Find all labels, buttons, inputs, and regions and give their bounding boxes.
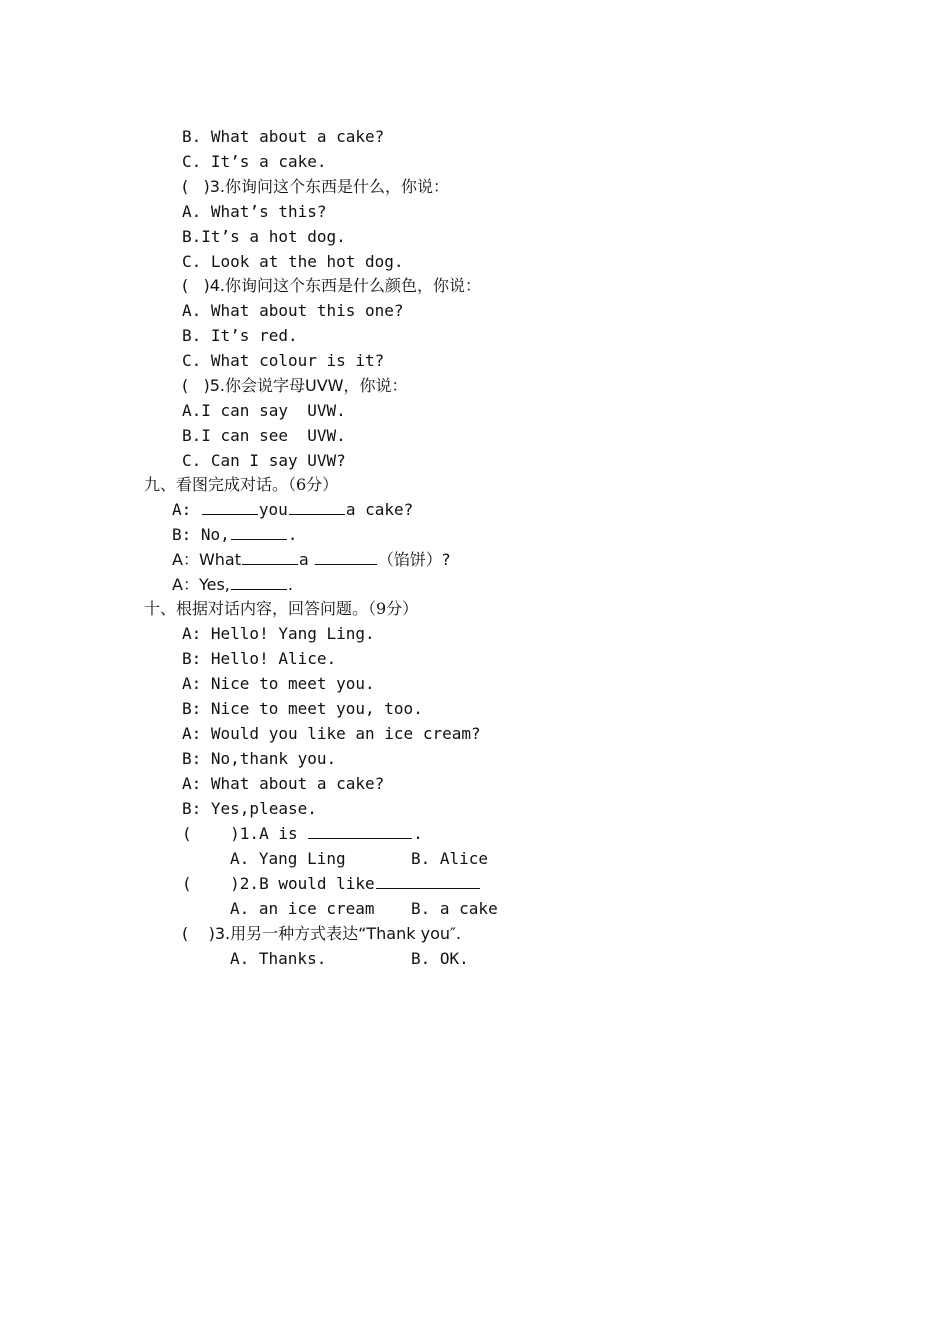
fill-blank[interactable] [289,498,345,515]
s10-q3-option-b: B. OK. [411,949,469,968]
q3-option-b: B.It’s a hot dog. [182,227,346,246]
dialogue-line: B: No,thank you. [182,749,337,768]
s9-line-4-suffix: . [287,575,293,594]
dialogue-line: B: Yes,please. [182,799,317,818]
fill-blank[interactable] [308,822,412,839]
s10-q2-prompt: ( )2.B would like [182,874,375,893]
s10-q3-option-a: A. Thanks. [230,949,327,968]
q2-option-c: C. It’s a cake. [182,152,327,171]
s10-q1 [182,822,423,846]
fill-blank[interactable] [315,548,377,565]
fill-blank[interactable] [231,523,287,540]
q4-option-b: B. It’s red. [182,326,298,345]
q5-prompt: ( )5.你会说字母UVW，你说： [182,376,408,395]
s10-q1-option-a: A. Yang Ling [230,849,346,868]
fill-blank[interactable] [376,872,480,889]
s9-line-3 [172,548,450,572]
s9-line-4-prefix: A：Yes, [172,575,230,594]
q4-option-c: C. What colour is it? [182,351,385,370]
s9-line-2-suffix: . [287,525,298,544]
s9-line-3-prefix: A：What [172,550,241,569]
fill-blank[interactable] [242,548,298,565]
s10-q1-option-b: B. Alice [411,849,489,868]
dialogue-line: A: Hello! Yang Ling. [182,624,375,643]
s9-line-4 [172,573,293,597]
dialogue-line: B: Nice to meet you, too. [182,699,423,718]
dialogue-line: A: Nice to meet you. [182,674,375,693]
s9-line-1-mid: you [258,500,288,519]
q2-option-b: B. What about a cake? [182,127,385,146]
s10-q1-end: . [413,824,423,843]
q3-option-a: A. What’s this? [182,202,327,221]
s10-q1-prompt: ( )1.A is [182,824,308,843]
q3-prompt: ( )3.你询问这个东西是什么，你说： [182,177,450,196]
s10-q3: ( )3.用另一种方式表达“Thank you″. [182,924,462,943]
q4-prompt: ( )4.你询问这个东西是什么颜色，你说： [182,276,482,295]
q5-option-c: C. Can I say UVW? [182,451,346,470]
s10-q2-option-a: A. an ice cream [230,899,375,918]
s9-line-1-prefix: A: [172,500,201,519]
s9-line-1 [172,498,413,522]
s9-line-3-suffix: （馅饼）? [377,550,451,569]
q5-option-a: A.I can say UVW. [182,401,346,420]
s9-line-2-prefix: B: No, [172,525,230,544]
fill-blank[interactable] [202,498,258,515]
s10-q2-option-b: B. a cake [411,899,498,918]
s10-q2 [182,872,481,896]
q4-option-a: A. What about this one? [182,301,404,320]
section10-heading: 十、根据对话内容，回答问题。（9分） [144,599,419,618]
s9-line-1-suffix: a cake? [345,500,414,519]
s9-line-2 [172,523,297,547]
fill-blank[interactable] [231,573,287,590]
section9-heading: 九、看图完成对话。（6分） [144,475,339,494]
q5-option-b: B.I can see UVW. [182,426,346,445]
dialogue-line: B: Hello! Alice. [182,649,337,668]
dialogue-line: A: Would you like an ice cream? [182,724,481,743]
q3-option-c: C. Look at the hot dog. [182,252,404,271]
s9-line-3-mid: a [299,550,314,569]
dialogue-line: A: What about a cake? [182,774,385,793]
